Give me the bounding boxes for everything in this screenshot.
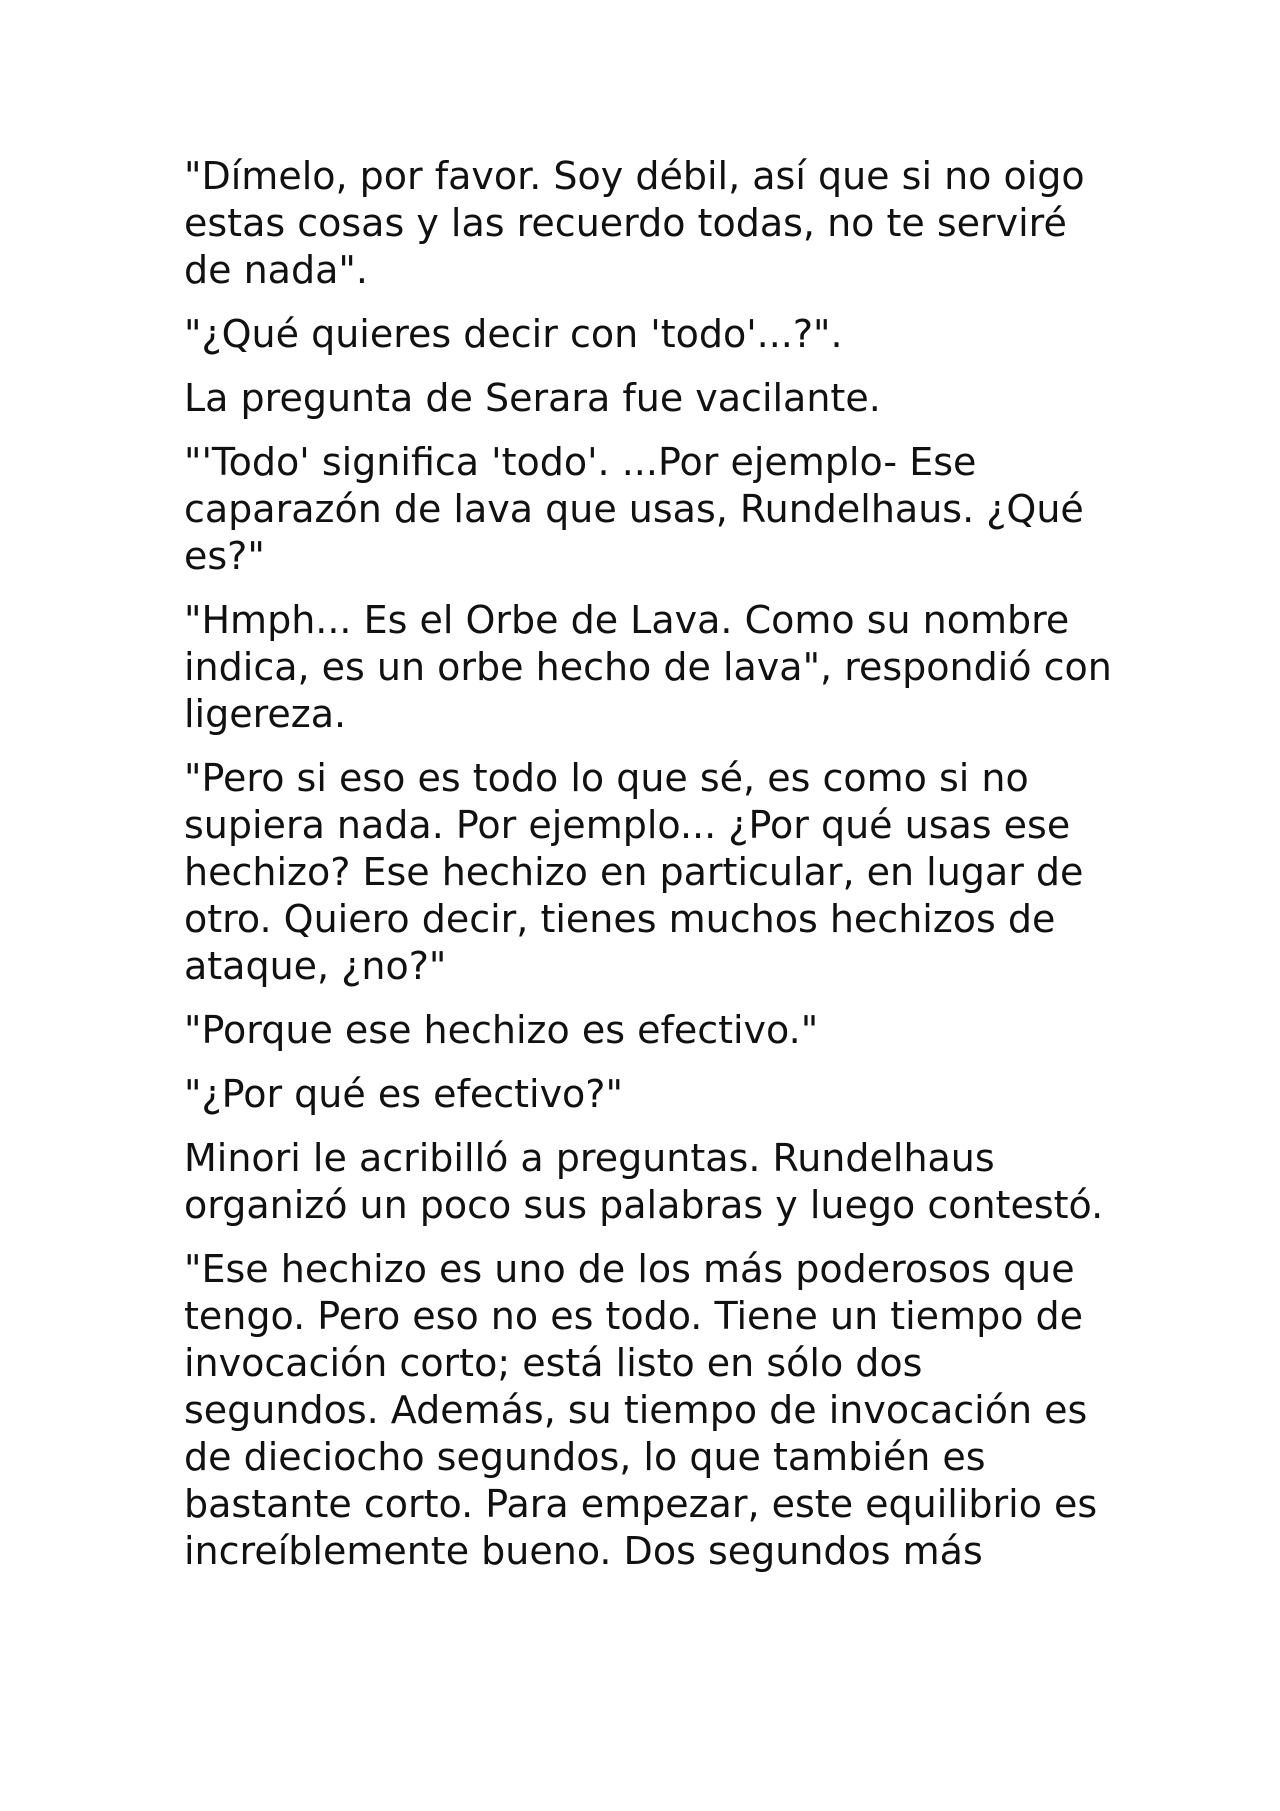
document-text bbox=[184, 153, 1124, 1592]
paragraph: La pregunta de Serara fue vacilante. bbox=[184, 376, 881, 420]
paragraph: "Hmph... Es el Orbe de Lava. Como su nombre indica, es un orbe hecho de lava", respondió con ligereza. bbox=[184, 598, 1112, 736]
paragraph: "¿Qué quieres decir con 'todo'...?". bbox=[184, 312, 843, 356]
paragraph: "Porque ese hechizo es efectivo." bbox=[184, 1008, 819, 1052]
paragraph: "Dímelo, por favor. Soy débil, así que si no oigo estas cosas y las recuerdo todas, no te serviré de nada". bbox=[184, 154, 1085, 292]
paragraph: "¿Por qué es efectivo?" bbox=[184, 1072, 623, 1116]
paragraph: "'Todo' significa 'todo'. ...Por ejemplo- Ese caparazón de lava que usas, Rundelhaus. ¿Qué es?" bbox=[184, 440, 1084, 578]
paragraph: "Pero si eso es todo lo que sé, es como si no supiera nada. Por ejemplo... ¿Por qué usas ese hechizo? Ese hechizo en particular, en lugar de otro. Quiero decir, tienes muchos hechizos de ataque, ¿no?" bbox=[184, 756, 1084, 988]
paragraph: Minori le acribilló a preguntas. Rundelhaus organizó un poco sus palabras y luego contestó. bbox=[184, 1136, 1104, 1227]
paragraph: "Ese hechizo es uno de los más poderosos que tengo. Pero eso no es todo. Tiene un tiempo de invocación corto; está listo en sólo dos segundos. Además, su tiempo de invocación es de dieciocho segundos, lo que también es bastante corto. Para empezar, este equilibrio es increíblemente bueno. Dos segundos más bbox=[184, 1247, 1098, 1573]
